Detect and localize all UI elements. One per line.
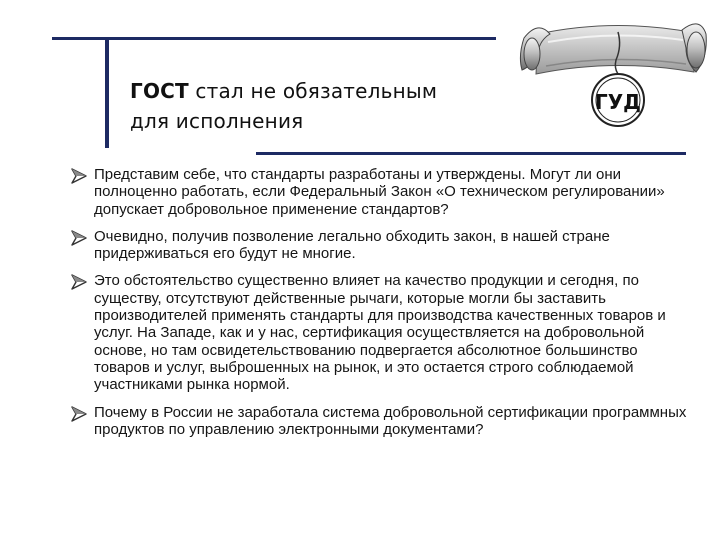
slide-title xyxy=(130,76,490,136)
title-gost: ГОСТ xyxy=(130,79,189,103)
bullet-text: Очевидно, получив позволение легально обходить закон, в нашей стране придерживаться его будут не многие. xyxy=(94,227,610,263)
bullet-text: Почему в России не заработала система добровольной сертификации программных продуктов по управлению электронными документами? xyxy=(94,403,687,438)
title-line-1 xyxy=(130,76,490,106)
arrow-bullet-icon xyxy=(70,167,88,185)
bullet-item xyxy=(70,272,690,393)
title-line-1-rest: стал не обязательным xyxy=(188,79,438,103)
arrow-bullet-icon xyxy=(70,229,88,247)
left-decorative-rule xyxy=(105,40,109,148)
logo-text: ГУД xyxy=(595,90,641,114)
bullet-list xyxy=(70,166,690,448)
scroll-logo-icon xyxy=(518,12,708,130)
bullet-item xyxy=(70,404,690,439)
arrow-bullet-icon xyxy=(70,273,88,291)
top-decorative-rule xyxy=(52,37,496,40)
bullet-text: Представим себе, что стандарты разработаны и утверждены. Могут ли они полноценно работать, если Федеральный Закон «О техническом регулировании» допускает добровольное применение стандартов? xyxy=(94,166,665,218)
bottom-decorative-rule xyxy=(256,152,686,155)
arrow-bullet-icon xyxy=(70,405,88,423)
title-line-2: для исполнения xyxy=(130,109,304,133)
bullet-item xyxy=(70,166,690,218)
bullet-item xyxy=(70,228,690,263)
bullet-text: Это обстоятельство существенно влияет на качество продукции и сегодня, по существу, отсутствуют действенные рычаги, которые могли бы заставить производителей применять стандарты для производства качественных товаров и услуг. На Западе, как и у нас, сертификация осуществляется на добровольной основе, но там освидетельствованию подвергается абсолютное большинство товаров и услуг, выброшенных на рынок, и это остается строго соблюдаемой участниками рынка нормой. xyxy=(94,272,666,394)
